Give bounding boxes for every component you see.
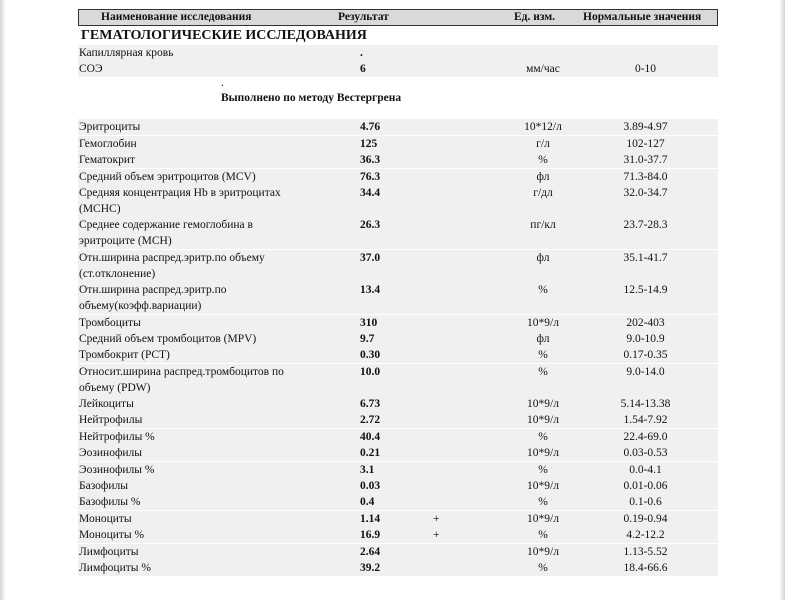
cell-result: 1.14 — [360, 512, 381, 525]
cell-result: 16.9 — [360, 529, 381, 542]
cell-norm: 12.5-14.9 — [623, 284, 668, 297]
table-row — [78, 61, 718, 77]
pre-rows — [78, 45, 718, 77]
cell-result: 0.30 — [360, 349, 381, 362]
cell-norm: 0.1-0.6 — [629, 496, 662, 509]
cell-name: Отн.ширина распред.эритр.по объему(коэфф.вариации) — [79, 284, 227, 313]
cell-norm: 35.1-41.7 — [623, 251, 668, 264]
table-row — [78, 136, 718, 152]
cell-flag: + — [433, 529, 440, 542]
table-row — [78, 119, 718, 135]
cell-result: 0.4 — [360, 496, 375, 509]
table-row — [78, 169, 718, 185]
cell-name: Средняя концентрация Hb в эритроцитах (MCHC) — [79, 186, 281, 215]
cell-norm: 23.7-28.3 — [623, 219, 668, 232]
cell-norm: 22.4-69.0 — [623, 430, 668, 443]
table-row — [78, 250, 718, 282]
cell-unit: % — [538, 349, 548, 362]
cell-norm: 0.19-0.94 — [623, 512, 668, 525]
cell-unit: фл — [536, 332, 550, 345]
table-row — [78, 347, 718, 363]
cell-name: Тромбоциты — [79, 316, 141, 329]
table-row — [78, 445, 718, 461]
cell-result: 40.4 — [360, 430, 381, 443]
cell-name: Гематокрит — [79, 154, 136, 167]
table-row — [78, 544, 718, 560]
cell-unit: % — [538, 284, 548, 297]
cell-unit: % — [538, 463, 548, 476]
cell-result: 310 — [360, 316, 378, 329]
table-row — [78, 527, 718, 543]
cell-name: Средний объем тромбоцитов (MPV) — [79, 332, 257, 345]
cell-name: Лимфоциты % — [79, 561, 151, 574]
table-row — [78, 494, 718, 510]
cell-name: Базофилы % — [79, 496, 141, 509]
results-table — [78, 119, 718, 576]
cell-name: Нейтрофилы % — [79, 430, 155, 443]
cell-name: Относит.ширина распред.тромбоцитов по объему (PDW) — [79, 365, 284, 394]
cell-name: Гемоглобин — [79, 137, 137, 150]
cell-unit: % — [538, 430, 548, 443]
cell-unit: пг/кл — [530, 219, 556, 232]
cell-unit: 10*9/л — [527, 447, 559, 460]
page-edge-right — [779, 0, 785, 600]
section-title: ГЕМАТОЛОГИЧЕСКИЕ ИССЛЕДОВАНИЯ — [81, 28, 367, 43]
lab-report — [78, 0, 718, 576]
cell-unit: 10*9/л — [527, 545, 559, 558]
cell-norm: 0.01-0.06 — [623, 480, 668, 493]
cell-result: 6.73 — [360, 398, 381, 411]
cell-unit: фл — [536, 251, 550, 264]
cell-unit: 10*9/л — [527, 414, 559, 427]
cell-unit: г/л — [536, 137, 550, 150]
cell-result: 13.4 — [360, 284, 381, 297]
table-row — [78, 217, 718, 249]
method-dot: . — [221, 77, 224, 90]
cell-norm: 202-403 — [626, 316, 665, 329]
cell-name: Моноциты — [79, 512, 132, 525]
header-unit: Ед. изм. — [514, 11, 556, 23]
cell-norm: 3.89-4.97 — [623, 121, 668, 134]
cell-result: 4.76 — [360, 121, 381, 134]
cell-norm: 0.03-0.53 — [623, 447, 668, 460]
table-row — [78, 45, 718, 61]
cell-result: 34.4 — [360, 186, 381, 199]
header-norm: Нормальные значения — [583, 11, 702, 23]
cell-unit: % — [538, 561, 548, 574]
cell-norm: 1.54-7.92 — [623, 414, 668, 427]
cell-norm: 9.0-10.9 — [626, 332, 665, 345]
table-header — [78, 9, 718, 26]
table-row — [78, 282, 718, 314]
cell-result: 125 — [360, 137, 378, 150]
table-row — [78, 364, 718, 396]
cell-name: Моноциты % — [79, 529, 145, 542]
cell-unit: 10*9/л — [527, 480, 559, 493]
cell-unit: 10*9/л — [527, 316, 559, 329]
cell-name: Базофилы — [79, 480, 129, 493]
cell-result: 9.7 — [360, 332, 375, 345]
cell-norm: 1.13-5.52 — [623, 545, 668, 558]
cell-name: СОЭ — [79, 63, 103, 76]
cell-unit: % — [538, 529, 548, 542]
table-row — [78, 396, 718, 412]
cell-name: Лимфоциты — [79, 545, 139, 558]
cell-result: 76.3 — [360, 170, 381, 183]
header-result: Результат — [338, 11, 389, 23]
cell-name: Среднее содержание гемоглобина в эритроците (MCH) — [79, 219, 253, 248]
cell-result: 39.2 — [360, 561, 381, 574]
cell-unit: % — [538, 154, 548, 167]
table-row — [78, 511, 718, 527]
cell-norm: 4.2-12.2 — [626, 529, 665, 542]
table-row — [78, 331, 718, 347]
table-row — [78, 152, 718, 168]
cell-name: Эритроциты — [79, 121, 141, 134]
table-row — [78, 315, 718, 331]
cell-unit: 10*12/л — [524, 121, 562, 134]
cell-result: 3.1 — [360, 463, 375, 476]
cell-unit: % — [538, 496, 548, 509]
cell-norm: 9.0-14.0 — [626, 365, 665, 378]
cell-result: . — [360, 47, 363, 59]
cell-norm: 0.0-4.1 — [629, 463, 662, 476]
cell-result: 2.72 — [360, 414, 381, 427]
cell-unit: 10*9/л — [527, 512, 559, 525]
cell-flag: + — [433, 512, 440, 525]
cell-name: Эозинофилы — [79, 447, 143, 460]
table-row — [78, 560, 718, 576]
cell-unit: % — [538, 365, 548, 378]
cell-result: 10.0 — [360, 365, 381, 378]
table-row — [78, 478, 718, 494]
table-row — [78, 412, 718, 428]
table-row — [78, 429, 718, 445]
cell-name: Лейкоциты — [79, 398, 134, 411]
cell-unit: фл — [536, 170, 550, 183]
cell-name: Нейтрофилы — [79, 414, 143, 427]
cell-norm: 31.0-37.7 — [623, 154, 668, 167]
cell-norm: 18.4-66.6 — [623, 561, 668, 574]
page-edge-left — [0, 0, 6, 600]
cell-name: Эозинофилы % — [79, 463, 155, 476]
cell-result: 26.3 — [360, 219, 381, 232]
cell-result: 2.64 — [360, 545, 381, 558]
cell-norm: 0.17-0.35 — [623, 349, 668, 362]
cell-name: Средний объем эритроцитов (MCV) — [79, 170, 256, 183]
cell-norm: 0-10 — [634, 63, 657, 76]
cell-unit: мм/час — [526, 63, 560, 76]
cell-name: Отн.ширина распред.эритр.по объему (ст.отклонение) — [79, 251, 265, 280]
cell-unit: г/дл — [533, 186, 553, 199]
table-row — [78, 462, 718, 478]
cell-norm: 5.14-13.38 — [620, 398, 671, 411]
cell-unit: 10*9/л — [527, 398, 559, 411]
cell-norm: 32.0-34.7 — [623, 186, 668, 199]
cell-result: 36.3 — [360, 154, 381, 167]
cell-name: Капиллярная кровь — [79, 47, 174, 59]
cell-norm: 71.3-84.0 — [623, 170, 668, 183]
header-name: Наименование исследования — [101, 11, 252, 23]
table-row — [78, 185, 718, 217]
cell-result: 0.03 — [360, 480, 381, 493]
cell-result: 0.21 — [360, 447, 381, 460]
cell-name: Тромбокрит (PCT) — [79, 349, 170, 362]
cell-result: 37.0 — [360, 251, 381, 264]
cell-result: 6 — [360, 63, 366, 76]
method-note: Выполнено по методу Вестергрена — [221, 92, 402, 105]
cell-norm: 102-127 — [626, 137, 665, 150]
